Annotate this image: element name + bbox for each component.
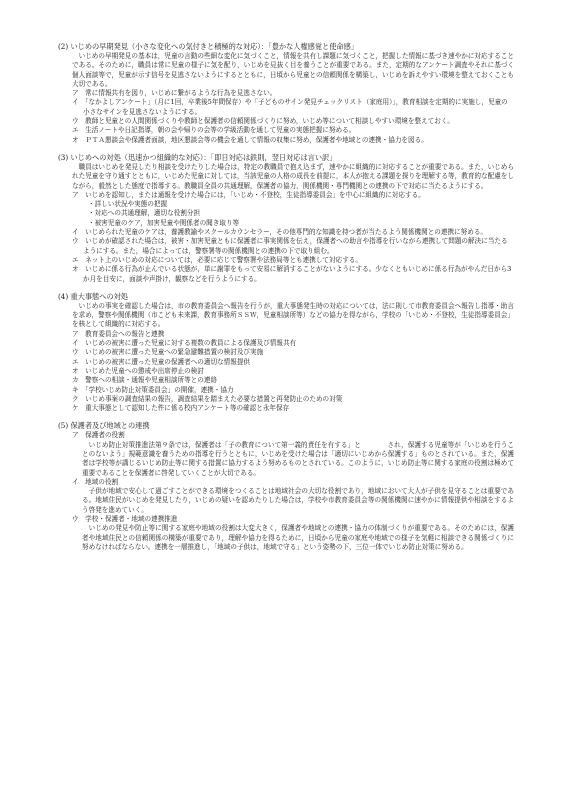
section-community	[58, 421, 514, 552]
list-item: キ 「学校いじめ防止対策委員会」の開催，連携・協力	[72, 385, 234, 394]
list-item: イ 「なかよしアンケート」（月に1回，卒業後5年間保存）や「子どものサイン発見チェックリスト（家庭用）」，教育相談を定期的に実施し，児童の小さなサインを見逃さないようにする。	[72, 98, 508, 116]
subsection-paragraph: いじめの発見や防止等に関する家庭や地域の役割は大変大きく，保護者や地域との連携・協力の体制づくりが重要である。そのためには，保護者や地域住民との信頼関係の構築が重要であり，理解や協力を得るために，日頃から児童の家庭や地域での様子を気軽に相談できる関係づくりに努めなければならない。連携を一層推進し，「地域の子供は，地域で守る」という姿勢の下，三位一体でいじめ防止対策に努める。	[82, 524, 514, 551]
section-heading: (3) いじめへの対処（迅速かつ組織的な対応）：「即日対応は鉄則，翌日対応は言い訳」	[58, 152, 337, 162]
list-item: ウ 教師と児童との人間関係づくりや教師と保護者の信頼関係づくりに努め，いじめ等について相談しやすい環境を整えておく。	[72, 117, 454, 126]
list-item: ア 教育委員会への報告と連携	[72, 329, 165, 338]
subsection-heading: イ 地域の役割	[72, 477, 119, 486]
list-item: イ いじめられた児童のケアは，養護教諭やスクールカウンセラー，その他専門的な知識を持つ者が当たるよう関係機関との連携に努める。	[72, 228, 488, 237]
list-item: ク いじめ事案の調査結果の報告，調査結果を踏まえた必要な措置と再発防止のための対策	[72, 394, 343, 403]
list-item: ウ いじめの被害に遭った児童への緊急避難措置の検討及び実施	[72, 348, 264, 357]
sub-list-item: ・詳しい状況や実態の把握	[88, 200, 168, 209]
section-early-detection	[58, 42, 514, 145]
list-item: カ 警察への相談・通報や児童相談所等との連絡	[72, 376, 218, 385]
subsection-paragraph: いじめ防止対策推進法第９条では，保護者は「子の教育について第一義的責任を有する」と され，保護する児童等が「いじめを行うことのないよう」規範意識を養うための指導を行うとともに，いじめを受けた場合は「適切にいじめから保護する」ものとされている。また，保護者は学校等が講じるいじめ防止等に関する措置に協力するよう努めるものとされている。このように，いじめ防止等に関する家庭の役割は極めて重要であることを保護者に啓発していくことが大切である。	[82, 440, 514, 477]
subsection-heading: ウ 学校・保護者・地域の連携推進	[72, 515, 178, 524]
subsection-heading: ア 保護者の役割	[72, 431, 125, 440]
list-item: イ いじめの被害に遭った児童に対する複数の教員による保護及び情報共有	[72, 339, 297, 348]
list-item: オ ＰＴＡ懇談会や保護者面談，地区懇談会等の機会を通して情報の収集に努め，保護者や地域との連携・協力を図る。	[72, 135, 428, 144]
list-item: ア 常に情報共有を図り，いじめに繋がるような行為を見逃さない。	[72, 89, 277, 98]
list-item: エ ネット上のいじめの対応については，必要に応じて警察署や法務局等とも連携して対応する。	[72, 255, 362, 264]
list-item: エ いじめの被害に遭った児童の保護者への適切な情報提供	[72, 357, 251, 366]
section-paragraph: 職員はいじめを発見したり相談を受けたりした場合は，特定の教職員で抱え込まず，速やかに組織的に対応することが重要である。また，いじめられた児童を守り通すとともに，いじめた児童に対しては，当該児童の人格の成長を前提に，本人が抱える課題を探りを理解する等，教育的な配慮をしながら，毅然とした態度で指導する。教職員全員の共通理解，保護者の協力，関係機関・専門機関との連携の下で対応に当たるようにする。	[72, 162, 514, 190]
list-item: ケ 重大事態として認知した件に係る校内アンケート等の確認と永年保存	[72, 404, 290, 413]
section-heading: (4) 重大事態への対処	[58, 291, 128, 301]
sub-list-item: ・対応への共通理解，適切な役割分担	[88, 209, 201, 218]
section-response	[58, 153, 514, 284]
list-item: エ 生活ノートや日記指導，朝の会や帰りの会等の学級活動を通して児童の実態把握に努める。	[72, 126, 356, 135]
list-item: オ いじめた児童への懲戒や出席停止の検討	[72, 366, 204, 375]
sub-list-item: ・被害児童のケア，加害児童や関係者の聞き取り等	[88, 218, 240, 227]
section-paragraph: いじめの事実を確認した場合は，市の教育委員会へ報告を行うが，重大事態発生時の対応については，法に則して市教育委員会へ報告し指導・助言を求め，警察や関係機関（市こども未来課，教育事務所ＳＳＷ，児童相談所等）などの協力を得ながら，学校の「いじめ・不登校，生徒指導委員会」を核として組織的に対応する。	[72, 301, 514, 329]
list-item: オ いじめに係る行為が止んでいる状態が，単に謝罪をもって安易に解消することがないようにする。少なくともいじめに係る行為がやんだ日から3か月を目安に，面談や声掛け，観察などを行うようにする。	[72, 265, 512, 283]
list-item: ア いじめを認知し，または通報を受けた場合には，「いじめ・不登校，生徒指導委員会」を中心に組織的に対応する。	[72, 190, 425, 199]
section-serious-cases	[58, 292, 514, 414]
section-heading: (5) 保護者及び地域との連携	[58, 421, 150, 431]
subsection-paragraph: 子供が地域で安心して過ごすことができる環境をつくることは地域社会の大切な役割であり，地域において大人が子供を見守ることは重要である。地域住民がいじめを発見したり，いじめの疑いを認めたりした場合は，学校や市教育委員会等の関係機関に速やかに情報提供や相談をするよう啓発を進めていく。	[82, 487, 514, 514]
section-paragraph: いじめの早期発見の基本は，児童の言動の些細な変化に気づくこと，情報を共有し課題に気づくこと，把握した情報に基づき速やかに対応することである。そのために，職員は常に児童の様子に気を配り，いじめを見抜く目を養うことが重要である。また，定期的なアンケート調査やそれに基づく個人面談等で，児童が示す信号を見逃さないようにするとともに，日頃から児童との信頼関係を構築し，いじめを訴えやすい環境を整えておくことも大切である。	[72, 52, 514, 88]
list-item: ウ いじめが確認された場合は，被害・加害児童ともに保護者に事実関係を伝え，保護者への助言や指導を行いながら連携して問題の解決に当たるようにする。また，場合によっては，警察署等の関係機関との連携の下で取り組む。	[72, 237, 508, 255]
section-heading: (2) いじめの早期発見（小さな変化への気付きと積極的な対応）：「豊かな人権感覚と使命感」	[58, 42, 358, 51]
